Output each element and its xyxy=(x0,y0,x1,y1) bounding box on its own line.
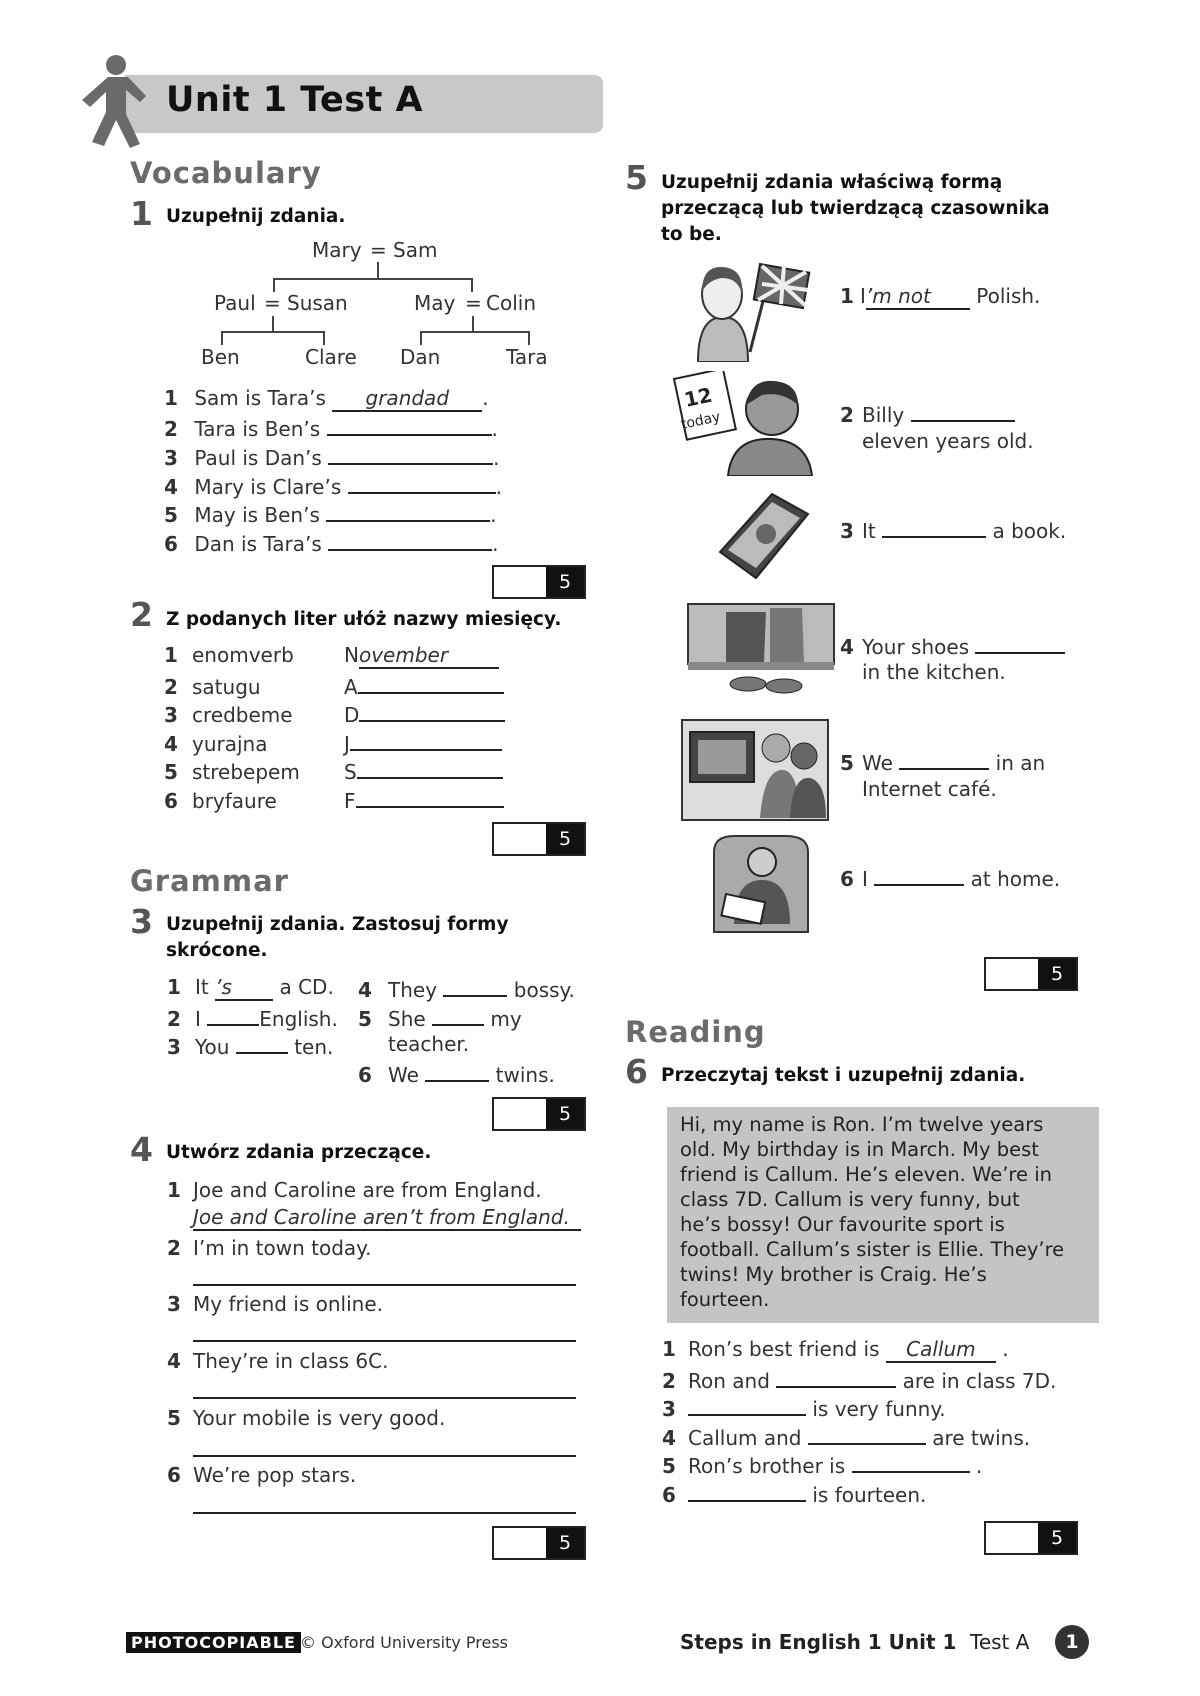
answer-blank[interactable] xyxy=(425,1060,489,1082)
item-number: 6 xyxy=(164,789,178,813)
item-number: 6 xyxy=(164,532,178,556)
ex3-item xyxy=(167,1032,333,1059)
section-grammar: Grammar xyxy=(130,864,289,898)
item-number: 4 xyxy=(164,475,178,499)
scrambled-word: bryfaure xyxy=(192,789,277,813)
ex6-item xyxy=(662,1366,1056,1393)
first-letter: A xyxy=(344,675,358,699)
first-letter: D xyxy=(344,703,360,727)
item-text: twins. xyxy=(495,1063,555,1087)
ex1-item xyxy=(164,529,499,556)
tree-mary: Mary xyxy=(312,238,362,262)
ex5-item xyxy=(840,632,1065,659)
score-value: 5 xyxy=(546,567,584,597)
ex6-item xyxy=(662,1451,982,1478)
page-number: 1 xyxy=(1055,1625,1089,1659)
item-number: 6 xyxy=(358,1063,372,1087)
item-text: Dan is Tara’s xyxy=(194,532,322,556)
test-label: Test A xyxy=(970,1630,1030,1654)
item-number: 5 xyxy=(662,1454,676,1478)
item-text: a book. xyxy=(992,519,1067,543)
tree-line xyxy=(273,278,275,292)
item-number: 6 xyxy=(840,867,854,891)
item-text: Ron’s brother is xyxy=(688,1454,846,1478)
exercise-2-instruction: Z podanych liter ułóż nazwy miesięcy. xyxy=(166,609,562,630)
ex5-item-continued: in the kitchen. xyxy=(862,660,1006,684)
answer-blank[interactable] xyxy=(328,529,492,551)
ex3-item xyxy=(358,1060,555,1087)
item-text: bossy. xyxy=(513,978,575,1002)
tree-eq-1: = xyxy=(370,238,387,262)
tree-line xyxy=(471,278,473,292)
ex1-item xyxy=(164,386,489,412)
item-number: 6 xyxy=(662,1483,676,1507)
ex4-item xyxy=(167,1236,372,1260)
ex1-item xyxy=(164,414,498,441)
item-text: in an xyxy=(995,751,1046,775)
item-text: She xyxy=(388,1007,426,1031)
instruction-line: Uzupełnij zdania. Zastosuj formy xyxy=(166,914,509,935)
tree-susan: Susan xyxy=(287,291,348,315)
item-text: May is Ben’s xyxy=(194,503,320,527)
reading-line: Hi, my name is Ron. I’m twelve years xyxy=(680,1113,1044,1136)
item-text: It xyxy=(195,975,209,999)
ex5-item xyxy=(840,516,1066,543)
ex5-item xyxy=(840,748,1045,775)
item-text: We xyxy=(862,751,893,775)
section-reading: Reading xyxy=(625,1015,766,1049)
score-box[interactable] xyxy=(492,1097,586,1131)
item-text: Billy xyxy=(862,403,905,427)
item-text: We’re pop stars. xyxy=(193,1463,357,1487)
instruction-line: to be. xyxy=(661,224,722,245)
exercise-4-number: 4 xyxy=(130,1130,153,1169)
ex4-item xyxy=(167,1292,383,1316)
answer-blank[interactable] xyxy=(808,1423,926,1445)
answer-blank[interactable] xyxy=(874,864,964,886)
tree-dan: Dan xyxy=(400,345,441,369)
item-text: I’m in town today. xyxy=(193,1236,372,1260)
item-number: 5 xyxy=(167,1406,181,1430)
item-number: 3 xyxy=(662,1397,676,1421)
answer-blank[interactable] xyxy=(327,414,492,436)
reading-line: fourteen. xyxy=(680,1288,770,1311)
tree-line xyxy=(221,331,325,333)
score-box[interactable] xyxy=(492,1526,586,1560)
score-value: 5 xyxy=(546,1528,584,1558)
tree-line xyxy=(420,331,422,345)
item-number: 2 xyxy=(164,675,178,699)
item-text: They xyxy=(388,978,438,1002)
answer-line[interactable] xyxy=(193,1397,576,1399)
item-text: Joe and Caroline are from England. xyxy=(193,1178,542,1202)
answer-blank[interactable] xyxy=(356,786,504,808)
ex4-item xyxy=(167,1349,388,1373)
tree-ben: Ben xyxy=(201,345,240,369)
ex1-item xyxy=(164,472,502,499)
item-end: . xyxy=(490,503,497,527)
score-value: 5 xyxy=(546,1099,584,1129)
first-letter: N xyxy=(344,643,359,667)
answer-blank[interactable] xyxy=(911,400,1015,422)
answer-line[interactable]: Joe and Caroline aren’t from England. xyxy=(193,1205,581,1231)
answer-blank[interactable] xyxy=(432,1004,484,1026)
tree-sam: Sam xyxy=(393,238,438,262)
section-vocabulary: Vocabulary xyxy=(130,156,322,190)
answer-line[interactable] xyxy=(193,1340,576,1342)
item-text: is fourteen. xyxy=(812,1483,927,1507)
walking-figure-icon xyxy=(78,52,158,150)
item-number: 1 xyxy=(662,1337,676,1361)
first-letter: F xyxy=(344,789,356,813)
reading-line: he’s bossy! Our favourite sport is xyxy=(680,1213,1005,1236)
item-text: My friend is online. xyxy=(193,1292,383,1316)
answer-blank[interactable] xyxy=(357,757,503,779)
ex1-item xyxy=(164,500,497,527)
item-text: Polish. xyxy=(976,284,1041,308)
ex2-item xyxy=(164,643,499,669)
ex3-item xyxy=(358,1004,522,1031)
score-value: 5 xyxy=(1038,1523,1076,1553)
item-text: I xyxy=(195,1007,201,1031)
ex2-item xyxy=(164,786,504,813)
ex2-item xyxy=(164,757,503,784)
reading-line: twins! My brother is Craig. He’s xyxy=(680,1263,987,1286)
item-text: It xyxy=(862,519,876,543)
ex6-item xyxy=(662,1394,946,1421)
tree-line xyxy=(420,331,530,333)
item-end: . xyxy=(493,446,500,470)
item-text: Your shoes xyxy=(862,635,970,659)
item-number: 4 xyxy=(840,635,854,659)
answer-blank[interactable] xyxy=(776,1366,896,1388)
ex3-item xyxy=(167,1004,338,1031)
exercise-3-instruction xyxy=(166,912,509,964)
ex3-item xyxy=(167,975,334,1001)
scrambled-word: strebepem xyxy=(192,760,300,784)
girl-with-flag-picture xyxy=(688,262,813,362)
item-end: . xyxy=(495,475,502,499)
tree-colin: Colin xyxy=(486,291,536,315)
item-number: 5 xyxy=(358,1007,372,1031)
item-number: 5 xyxy=(164,503,178,527)
calendar-word: today xyxy=(679,408,722,433)
ex5-item xyxy=(840,284,1040,310)
exercise-5-number: 5 xyxy=(625,158,648,197)
scrambled-word: enomverb xyxy=(192,643,294,667)
photocopiable-label: PHOTOCOPIABLE xyxy=(126,1632,301,1653)
answer-blank[interactable] xyxy=(236,1032,288,1054)
answer-line[interactable] xyxy=(193,1284,576,1286)
answer-blank[interactable] xyxy=(328,443,493,465)
item-number: 1 xyxy=(167,1178,181,1202)
item-number: 2 xyxy=(167,1236,181,1260)
reading-line: old. My birthday is in March. My best xyxy=(680,1138,1039,1161)
copyright: © Oxford University Press xyxy=(300,1633,509,1652)
item-text: Your mobile is very good. xyxy=(193,1406,446,1430)
ex6-item xyxy=(662,1423,1030,1450)
score-value: 5 xyxy=(546,824,584,854)
item-number: 3 xyxy=(167,1035,181,1059)
book-title: Steps in English 1 Unit 1 xyxy=(680,1630,957,1654)
reading-line: football. Callum’s sister is Ellie. They’re xyxy=(680,1238,1065,1261)
tree-paul: Paul xyxy=(214,291,256,315)
item-text: ten. xyxy=(294,1035,334,1059)
internet-cafe-picture xyxy=(680,718,830,823)
answer-line[interactable] xyxy=(193,1512,576,1514)
first-letter: J xyxy=(344,732,350,756)
item-end: . xyxy=(491,417,498,441)
tree-eq-3: = xyxy=(465,291,482,315)
answer-blank[interactable] xyxy=(688,1480,806,1502)
reading-line: class 7D. Callum is very funny, but xyxy=(680,1188,1020,1211)
instruction-line: przeczącą lub twierdzącą czasownika xyxy=(661,198,1050,219)
item-number: 4 xyxy=(358,978,372,1002)
answer-blank[interactable] xyxy=(975,632,1065,654)
ex4-item xyxy=(167,1178,542,1202)
item-text: . xyxy=(975,1454,983,1478)
item-text: You xyxy=(195,1035,230,1059)
tree-tara: Tara xyxy=(506,345,548,369)
answer-blank[interactable] xyxy=(443,975,507,997)
score-box[interactable] xyxy=(984,1521,1078,1555)
ex6-item xyxy=(662,1337,1009,1363)
exercise-2-number: 2 xyxy=(130,595,153,634)
book-picture xyxy=(712,492,812,582)
item-number: 1 xyxy=(840,284,854,308)
item-text: I xyxy=(862,867,868,891)
item-text: English. xyxy=(259,1007,338,1031)
exercise-3-number: 3 xyxy=(130,902,153,941)
scrambled-word: yurajna xyxy=(192,732,268,756)
ex1-item xyxy=(164,443,500,470)
item-text: We xyxy=(388,1063,419,1087)
item-number: 2 xyxy=(164,417,178,441)
ex5-item-continued: eleven years old. xyxy=(862,429,1034,453)
instruction-line: skrócone. xyxy=(166,940,268,961)
exercise-1-number: 1 xyxy=(130,194,153,233)
item-text: I xyxy=(860,284,866,308)
score-box[interactable] xyxy=(492,565,586,599)
instruction-line: Uzupełnij zdania właściwą formą xyxy=(661,172,1003,193)
ex2-item xyxy=(164,729,502,756)
tree-line xyxy=(221,331,223,345)
item-end: . xyxy=(492,532,499,556)
item-text: a CD. xyxy=(279,975,334,999)
item-text: Ron and xyxy=(688,1369,770,1393)
answer-blank[interactable]: Callum xyxy=(886,1337,996,1363)
ex4-item xyxy=(167,1406,445,1430)
item-number: 6 xyxy=(167,1463,181,1487)
item-number: 4 xyxy=(662,1426,676,1450)
item-text: Tara is Ben’s xyxy=(194,417,321,441)
score-box[interactable] xyxy=(492,822,586,856)
item-text: Paul is Dan’s xyxy=(194,446,322,470)
shoes-under-bed-picture xyxy=(686,602,836,702)
item-text: at home. xyxy=(970,867,1061,891)
ex4-item xyxy=(167,1463,356,1487)
calendar-number: 12 xyxy=(682,382,715,412)
answer-line[interactable] xyxy=(193,1455,576,1457)
ex2-item xyxy=(164,700,505,727)
item-number: 2 xyxy=(840,403,854,427)
exercise-5-instruction xyxy=(661,170,1050,248)
item-number: 3 xyxy=(167,1292,181,1316)
answer-blank[interactable] xyxy=(348,472,496,494)
item-text: my xyxy=(490,1007,522,1031)
answer-blank[interactable] xyxy=(350,729,502,751)
tree-line xyxy=(528,331,530,345)
page-title: Unit 1 Test A xyxy=(166,80,424,120)
tree-line xyxy=(323,331,325,345)
item-number: 1 xyxy=(167,975,181,999)
item-number: 1 xyxy=(164,643,178,667)
tree-eq-2: = xyxy=(264,291,281,315)
answer-blank[interactable] xyxy=(359,700,505,722)
ex5-item xyxy=(840,864,1060,891)
item-text: Callum and xyxy=(688,1426,802,1450)
tree-line xyxy=(273,278,473,280)
answer-blank[interactable] xyxy=(358,672,504,694)
item-number: 2 xyxy=(167,1007,181,1031)
item-number: 4 xyxy=(164,732,178,756)
exercise-1-instruction: Uzupełnij zdania. xyxy=(166,206,346,227)
answer-blank[interactable] xyxy=(326,500,490,522)
boy-with-calendar-picture xyxy=(672,371,817,476)
item-number: 3 xyxy=(164,703,178,727)
answer-blank[interactable] xyxy=(207,1004,259,1026)
answer-blank[interactable]: ovember xyxy=(359,643,499,669)
exercise-6-number: 6 xyxy=(625,1052,648,1091)
first-letter: S xyxy=(344,760,357,784)
item-number: 3 xyxy=(164,446,178,470)
ex3-item xyxy=(358,975,575,1002)
item-end: . xyxy=(482,386,489,410)
answer-blank[interactable] xyxy=(688,1394,806,1416)
answer-blank[interactable]: ’s xyxy=(215,975,273,1001)
exercise-6-instruction: Przeczytaj tekst i uzupełnij zdania. xyxy=(661,1065,1026,1086)
scrambled-word: credbeme xyxy=(192,703,293,727)
item-text: are in class 7D. xyxy=(902,1369,1057,1393)
tree-may: May xyxy=(414,291,456,315)
ex5-item xyxy=(840,400,1015,427)
item-text: . xyxy=(1002,1337,1009,1361)
ex6-item xyxy=(662,1480,926,1507)
answer-blank[interactable]: ’m not xyxy=(866,284,970,310)
tree-clare: Clare xyxy=(305,345,357,369)
item-number: 5 xyxy=(840,751,854,775)
boy-in-armchair-picture xyxy=(690,832,820,934)
item-text: They’re in class 6C. xyxy=(193,1349,389,1373)
answer-blank[interactable] xyxy=(899,748,989,770)
item-number: 1 xyxy=(164,386,178,410)
scrambled-word: satugu xyxy=(192,675,261,699)
item-text: Ron’s best friend is xyxy=(688,1337,880,1361)
ex5-item-continued: Internet café. xyxy=(862,777,997,801)
score-box[interactable] xyxy=(984,957,1078,991)
exercise-4-instruction: Utwórz zdania przeczące. xyxy=(166,1142,432,1163)
item-text: is very funny. xyxy=(812,1397,946,1421)
item-text: are twins. xyxy=(932,1426,1031,1450)
item-text: Mary is Clare’s xyxy=(194,475,342,499)
answer-blank[interactable] xyxy=(852,1451,970,1473)
item-text: Sam is Tara’s xyxy=(194,386,326,410)
item-number: 4 xyxy=(167,1349,181,1373)
item-number: 2 xyxy=(662,1369,676,1393)
ex3-item-continued: teacher. xyxy=(388,1032,470,1056)
item-number: 3 xyxy=(840,519,854,543)
reading-text xyxy=(680,1112,1092,1312)
ex2-item xyxy=(164,672,504,699)
score-value: 5 xyxy=(1038,959,1076,989)
answer-blank[interactable] xyxy=(882,516,986,538)
answer-blank[interactable]: grandad xyxy=(332,386,482,412)
reading-line: friend is Callum. He’s eleven. We’re in xyxy=(680,1163,1052,1186)
item-number: 5 xyxy=(164,760,178,784)
